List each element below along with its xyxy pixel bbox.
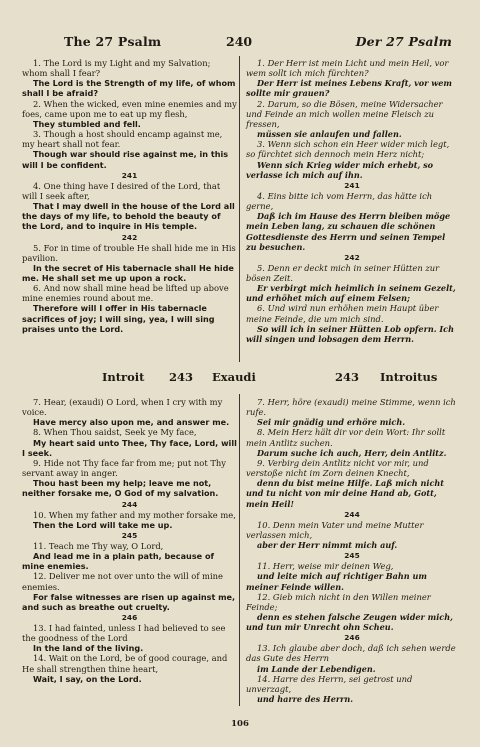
- response-line: und harre des Herrn.: [257, 694, 354, 705]
- response-line: Then the Lord will take me up.: [33, 519, 173, 530]
- response-line: Therefore will I offer in His tabernacle sacrifices of joy; I will sing, yea, I will sing praises unto the Lord.: [22, 303, 215, 334]
- response-line: Sei mir gnädig und erhöre mich.: [257, 417, 406, 428]
- verse-line: 10. When my father and my mother forsake me,: [33, 509, 236, 520]
- verse-line: 7. Herr, höre (exaudi) meine Stimme, wenn ich rufe.: [246, 397, 456, 418]
- page-number: 106: [231, 719, 249, 729]
- verse-number: 244: [344, 509, 360, 519]
- verse-line: 9. Hide not Thy face far from me; put not Thy servant away in anger.: [22, 457, 226, 479]
- response-line: denn es stehen falsche Zeugen wider mich, und tun mir Unrecht ohn Scheu.: [246, 611, 453, 633]
- introit-number-right: 243: [335, 370, 360, 384]
- response-line: aber der Herr nimmt mich auf.: [257, 540, 398, 551]
- verse-number: 241: [344, 180, 360, 190]
- response-line: For false witnesses are risen up against me, and such as breathe out cruelty.: [22, 591, 236, 612]
- verse-line: 14. Wait on the Lord, be of good courage, and He shall strengthen thine heart,: [22, 653, 228, 674]
- psalm-german-column-top: [246, 58, 458, 344]
- verse-line: 4. Eins bitte ich vom Herrn, das hätte ich gerne,: [246, 190, 433, 212]
- response-line: And lead me in a plain path, because of mine enemies.: [22, 551, 215, 572]
- verse-line: 11. Teach me Thy way, O Lord,: [33, 540, 164, 551]
- response-line: Wait, I say, on the Lord.: [33, 673, 142, 684]
- response-line: im Lande der Lebendigen.: [257, 663, 376, 674]
- verse-line: 13. Ich glaube aber doch, daß ich sehen werde das Gute des Herrn: [246, 643, 456, 664]
- verse-line: 2. Darum, so die Bösen, meine Widersacher und Feinde an mich wollen meine Fleisch zu fressen,: [246, 98, 443, 129]
- column-divider-top: [239, 56, 240, 362]
- introitus-label: Introitus: [380, 370, 438, 384]
- response-line: So will ich in seiner Hütten Lob opfern. Ich will singen und lobsagen dem Herrn.: [246, 323, 454, 344]
- verse-number: 245: [121, 530, 138, 540]
- verse-line: 8. When Thou saidst, Seek ye My face,: [33, 427, 197, 438]
- page-header: [20, 34, 464, 56]
- response-line: Wenn sich Krieg wider mich erhebt, so verlasse ich mich auf ihn.: [246, 159, 434, 180]
- verse-line: 3. Though a host should encamp against me, my heart shall not fear.: [22, 129, 223, 150]
- column-divider-bottom: [239, 394, 240, 706]
- response-line: müssen sie anlaufen und fallen.: [257, 129, 402, 140]
- response-line: Though war should rise against me, in this will I be confident.: [22, 149, 229, 170]
- verse-number: 242: [344, 252, 360, 262]
- response-line: My heart said unto Thee, Thy face, Lord, will I seek.: [22, 437, 237, 458]
- response-line: Daß ich im Hause des Herrn bleiben möge mein Leben lang, zu schauen die schönen Gottesdienste des Herrn und seinen Tempel zu besuchen.: [246, 211, 451, 252]
- verse-number: 241: [121, 170, 138, 180]
- verse-line: 10. Denn mein Vater und meine Mutter verlassen mich,: [246, 519, 424, 540]
- introit-german-column: [246, 397, 458, 704]
- exaudi-label: Exaudi: [212, 370, 256, 384]
- verse-line: 2. When the wicked, even mine enemies and my foes, came upon me to eat up my flesh,: [22, 98, 237, 119]
- response-line: Er verbirgt mich heimlich in seinem Gezelt, und erhöhet mich auf einem Felsen;: [246, 283, 456, 304]
- response-line: That I may dwell in the house of the Lord all the days of my life, to behold the beauty of the Lord, and to inquire in His temple.: [22, 201, 235, 232]
- verse-number: 246: [121, 612, 138, 622]
- response-line: In the land of the living.: [33, 643, 144, 654]
- verse-line: 1. Der Herr ist mein Licht und mein Heil, vor wem sollt ich mich fürchten?: [246, 58, 449, 79]
- header-hymn-number: 240: [226, 34, 253, 49]
- introit-number-left: 243: [169, 370, 194, 384]
- verse-number: 244: [121, 499, 138, 509]
- introit-heading-bar: [22, 366, 458, 388]
- verse-number: 246: [344, 633, 360, 643]
- response-line: Der Herr ist meines Lebens Kraft, vor wem sollte mir grauen?: [246, 78, 452, 99]
- header-english-title: The 27 Psalm: [64, 34, 162, 49]
- header-german-title: Der 27 Psalm: [355, 34, 452, 49]
- verse-line: 6. And now shall mine head be lifted up above mine enemies round about me.: [22, 283, 229, 304]
- verse-line: 1. The Lord is my Light and my Salvation; whom shall I fear?: [22, 58, 211, 79]
- verse-line: 5. For in time of trouble He shall hide me in His pavilion.: [22, 242, 236, 263]
- verse-line: 8. Mein Herz hält dir vor dein Wort: Ihr sollt mein Antlitz suchen.: [246, 427, 446, 448]
- response-line: Darum suche ich auch, Herr, dein Antlitz.: [257, 447, 447, 458]
- response-line: In the secret of His tabernacle shall He hide me. He shall set me up upon a rock.: [22, 262, 234, 283]
- verse-line: 4. One thing have I desired of the Lord, that will I seek after,: [22, 180, 221, 201]
- verse-line: 7. Hear, (exaudi) O Lord, when I cry with my voice.: [22, 397, 223, 418]
- verse-line: 5. Denn er deckt mich in seiner Hütten zur bösen Zeit.: [246, 262, 440, 283]
- introit-label: Introit: [102, 370, 145, 384]
- response-line: They stumbled and fell.: [33, 118, 141, 129]
- verse-number: 242: [121, 232, 138, 242]
- response-line: und leite mich auf richtiger Bahn um meiner Feinde willen.: [246, 571, 427, 592]
- response-line: The Lord is the Strength of my life, of whom shall I be afraid?: [22, 78, 236, 99]
- response-line: Have mercy also upon me, and answer me.: [33, 417, 230, 428]
- verse-line: 12. Deliver me not over unto the will of mine enemies.: [22, 571, 223, 592]
- verse-line: 14. Harre des Herrn, sei getrost und unverzagt,: [246, 673, 413, 694]
- verse-line: 6. Und wird nun erhöhen mein Haupt über meine Feinde, die um mich sind.: [246, 303, 439, 324]
- verse-line: 11. Herr, weise mir deinen Weg,: [257, 561, 394, 572]
- verse-line: 13. I had fainted, unless I had believed to see the goodness of the Lord: [22, 622, 226, 644]
- verse-line: 12. Gieb mich nicht in den Willen meiner Feinde;: [246, 591, 431, 612]
- psalm-english-column-top: [22, 58, 237, 334]
- verse-line: 9. Verbirg dein Antlitz nicht vor mir, und verstoße nicht im Zorn deinen Knecht,: [246, 457, 429, 479]
- verse-number: 245: [344, 551, 360, 561]
- response-line: denn du bist meine Hilfe. Laß mich nicht und tu nicht von mir deine Hand ab, Gott, mein Heil!: [246, 478, 444, 509]
- response-line: Thou hast been my help; leave me not, neither forsake me, O God of my salvation.: [22, 478, 219, 499]
- verse-line: 3. Wenn sich schon ein Heer wider mich legt, so fürchtet sich dennoch mein Herz nicht;: [246, 139, 450, 160]
- introit-english-column: [22, 397, 237, 684]
